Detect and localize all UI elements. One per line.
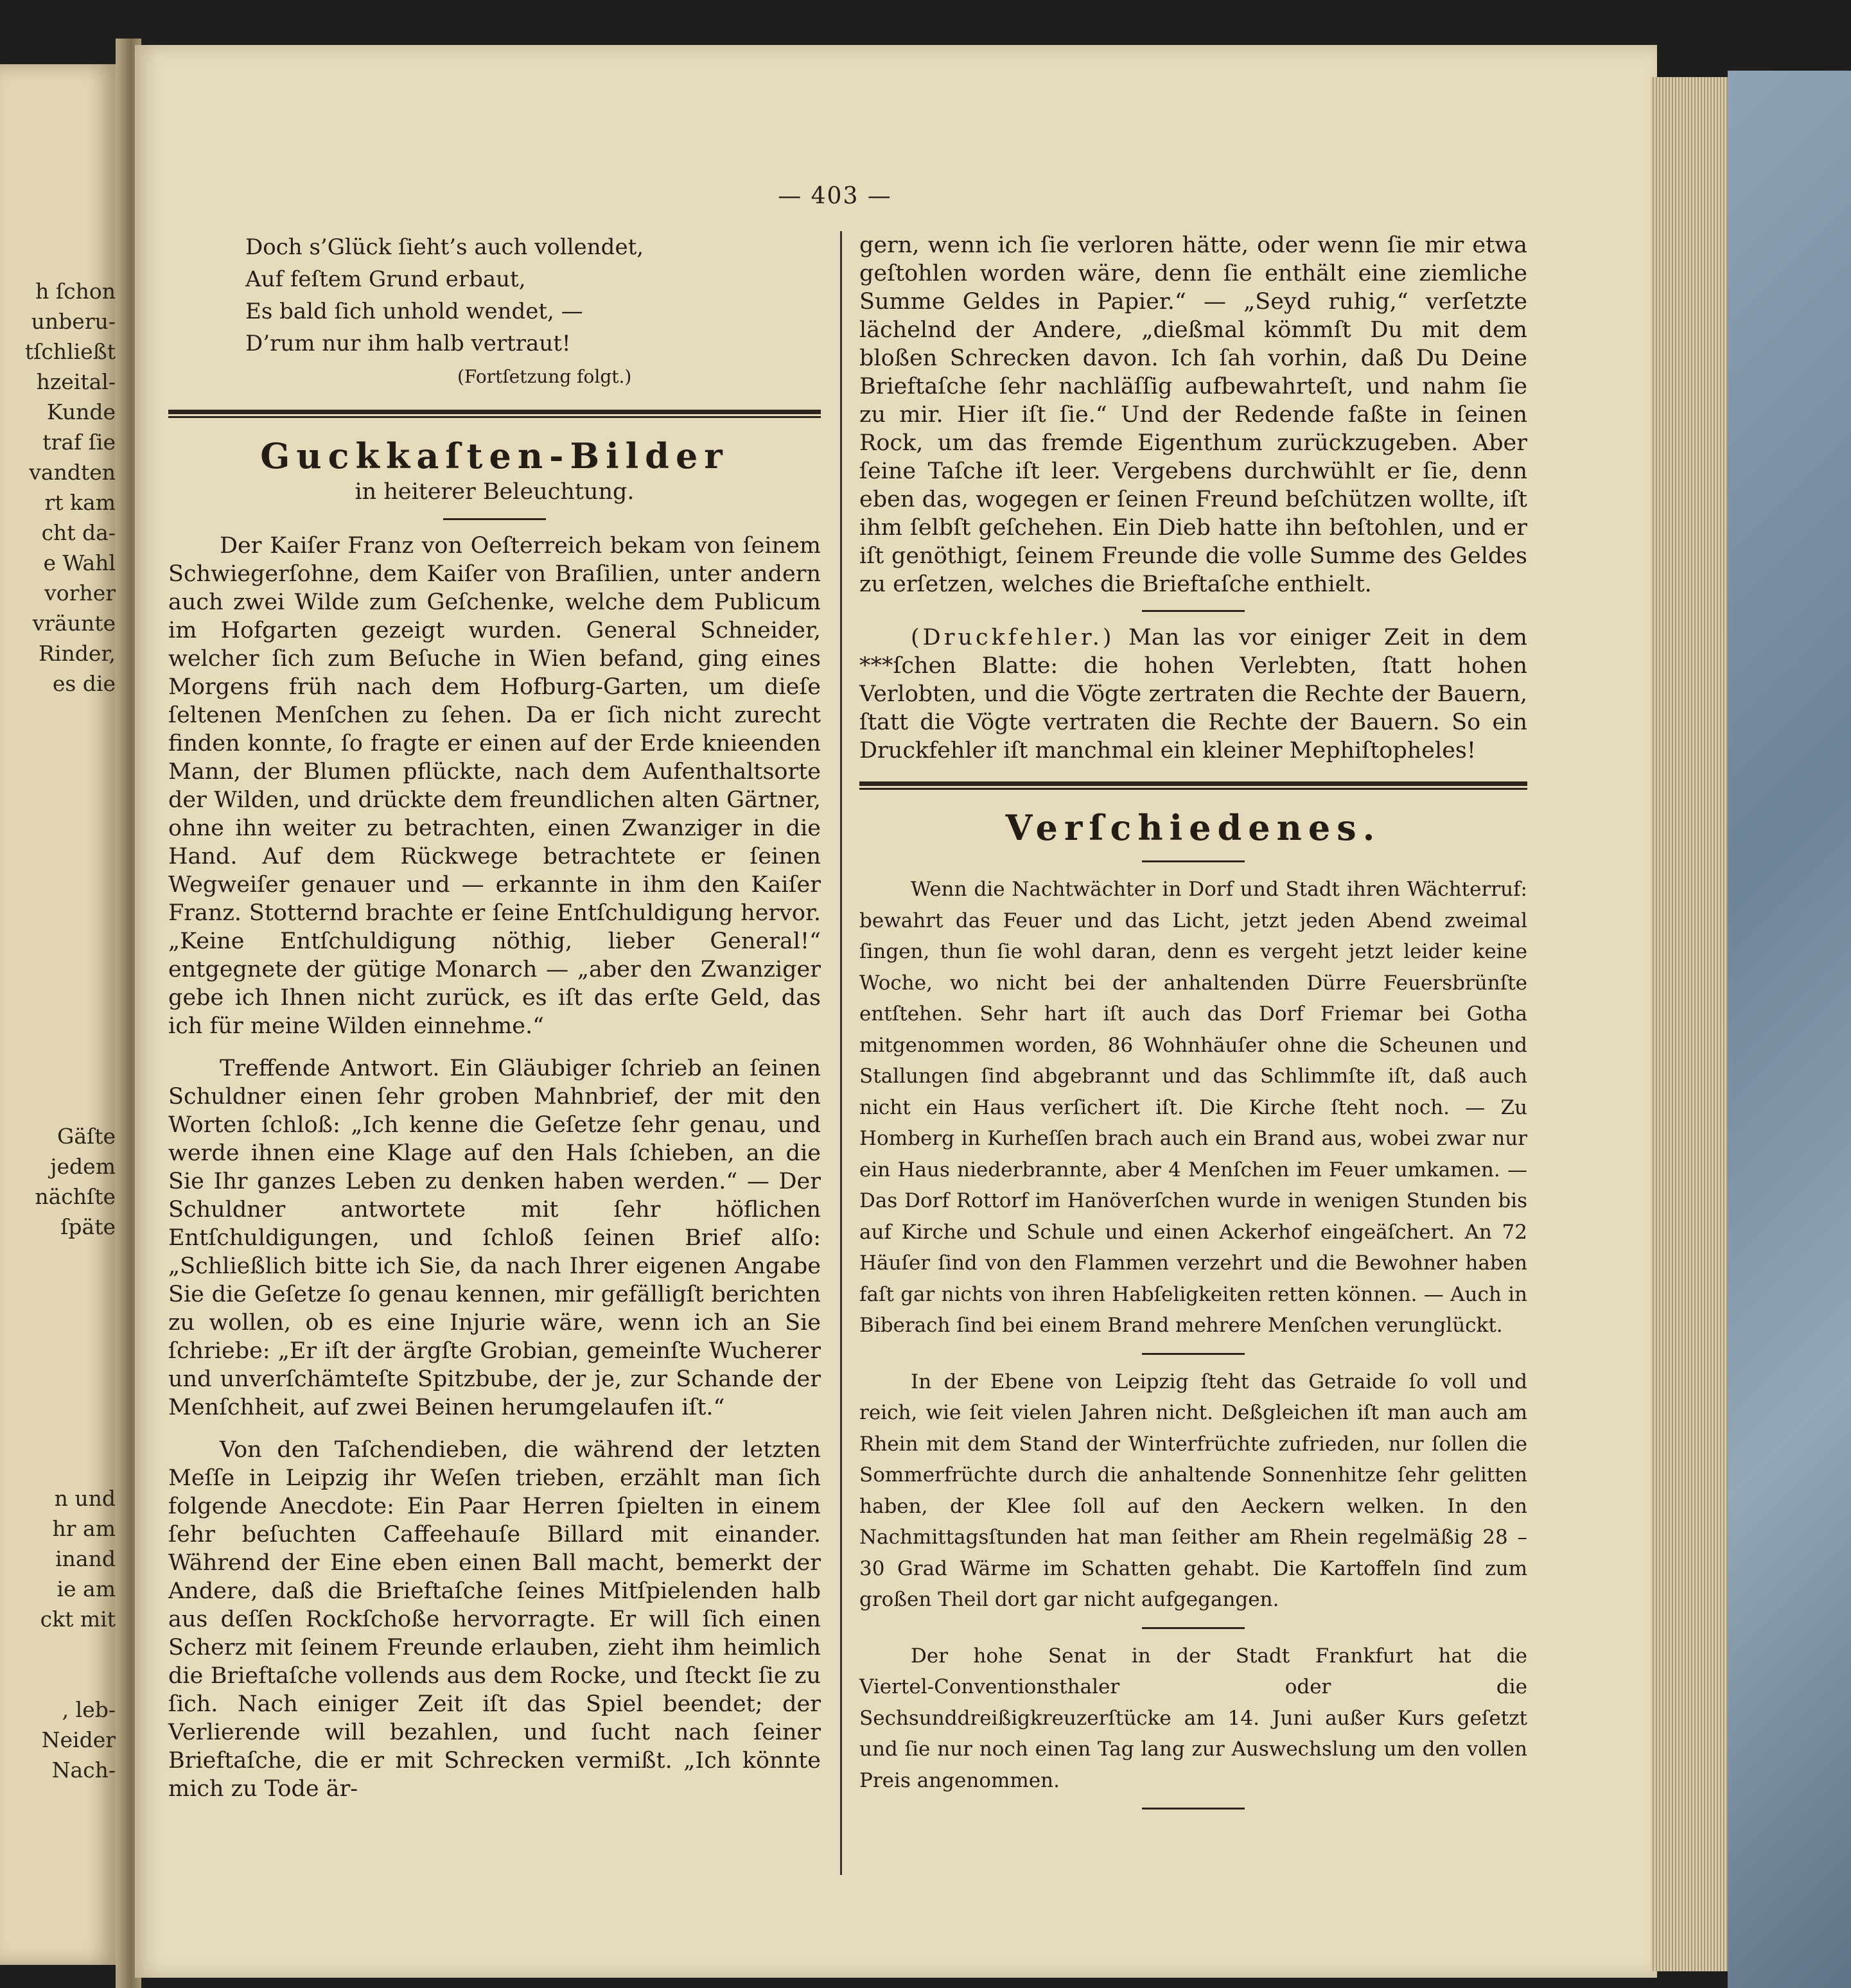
left-page-fragment: [19, 910, 116, 940]
article-paragraph: Der Kaiſer Franz von Oeſterreich bekam von ſeinem Schwiegerſohne, dem Kaiſer von Braſilien, unter andern auch zwei Wilde zum Geſchenke, welche dem Publicum im Hofgarten gezeigt wurden. General Schneider, welcher ſich zum Beſuche in Wien befand, ging eines Morgens früh nach dem Hofburg‑Garten, um dieſe ſeltenen Menſchen zu ſehen. Da er ſich nicht zurecht finden konnte, ſo fragte er einen auf der Erde knieenden Mann, der Blumen pflückte, nach dem Aufenthaltsorte der Wilden, und drückte dem freundlichen alten Gärtner, ohne ihn weiter zu betrachten, einen Zwanziger in die Hand. Auf dem Rückwege betrachtete er ſeinen Wegweiſer genauer und — erkannte in ihm den Kaiſer Franz. Stotternd brachte er ſeine Entſchuldigung hervor. „Keine Entſchuldigung nöthig, lieber General!“ entgegnete der gütige Monarch — „aber den Zwanziger gebe ich Ihnen nicht zurück, es iſt das erſte Geld, das ich für meine Wilden einnehme.“: [168, 533, 821, 1039]
left-page-fragment: nächſte: [35, 1184, 116, 1209]
left-page-fragment: ie am: [57, 1576, 116, 1601]
left-page-fragment: Nach‑: [51, 1757, 116, 1783]
left-page-fragment: unberu‑: [31, 309, 116, 334]
left-page-fragment: inand: [55, 1546, 116, 1571]
news-item: In der Ebene von Leipzig ſteht das Getraide ſo voll und reich, wie ſeit vielen Jahren nicht. Deßgleichen iſt man auch am Rhein mit dem Stand der Winterfrüchte zufrieden, nur ſollen die Sommerfrüchte durch die anhaltende Sonnenhitze ſehr gelitten haben, der Klee ſoll auf den Aeckern welken. In den Nachmittagsſtunden hat man ſeither am Rhein regelmäßig 28 – 30 Grad Wärme im Schatten gehabt. Die Kartoffeln ſind zum großen Theil dort gar nicht aufgegangen.: [859, 1370, 1527, 1611]
book-cover: [1728, 71, 1851, 1988]
left-page-fragment: traf ſie: [42, 430, 116, 455]
short-rule: [1142, 860, 1245, 862]
column-divider: [840, 231, 842, 1875]
poem-line: Auf feſtem Grund erbaut,: [245, 266, 526, 292]
poem: [168, 231, 821, 393]
left-page-fragment: [19, 1332, 116, 1363]
left-page-fragment: , leb‑: [62, 1697, 116, 1722]
left-page-fragment: jedem: [50, 1154, 116, 1179]
left-page-fragment: [19, 1393, 116, 1423]
article-paragraph: gern, wenn ich ſie verloren hätte, oder wenn ſie mir etwa geſtohlen worden wäre, denn ſie enthält eine ziemliche Summe Geldes in Papier.“ — „Seyd ruhig,“ verſetzte lächelnd der Andere, „dießmal kömmſt Du mit dem bloßen Schrecken davon. Ich ſah vorhin, daß Du Deine Brieftaſche ſehr nachläſſig aufbewahrteſt, und nahm ſie zu mir. Hier iſt ſie.“ Und der Redende faßte in ſeinen Rock, um das fremde Eigenthum zurückzugeben. Aber ſeine Taſche iſt leer. Vergebens durchwühlt er ſie, denn eben das, wogegen er ſeinen Freund beſchützen wollte, iſt ihm ſelbſt geſchehen. Ein Dieb hatte ihn beſtohlen, und er iſt genöthigt, ſeinem Freunde die volle Summe des Geldes zu erſetzen, welches die Brieftaſche enthielt.: [859, 232, 1527, 597]
left-page-fragment: Gäſte: [57, 1124, 116, 1149]
section-rule: [168, 410, 821, 418]
left-page-fragment: Rinder,: [39, 641, 116, 666]
left-page-fragment: e Wahl: [43, 550, 116, 575]
druckfehler-text: Man las vor einiger Zeit in dem ***ſchen Blatte: die hohen Verlebten, ſtatt hohen Verlobten, und die Vögte zertraten die Rechte der Bauern, ſtatt die Vögte vertraten die Rechte der Bauern. So ein Druckfehler iſt manchmal ein kleiner Mephiſtopheles!: [859, 625, 1527, 763]
article-title: Guckkaſten‑Bilder: [260, 435, 729, 476]
left-page-fragment: es die: [52, 671, 116, 696]
news-item: Wenn die Nachtwächter in Dorf und Stadt ihren Wächterruf: bewahrt das Feuer und das Licht, jetzt jeden Abend zweimal ſingen, thun ſie wohl daran, denn es vergeht jetzt leider keine Woche, wo nicht bei der anhaltenden Dürre Feuersbrünſte entſtehen. Sehr hart iſt auch das Dorf Friemar bei Gotha mitgenommen worden, 86 Wohnhäuſer ohne die Scheunen und Stallungen ſind abgebrannt und das Schlimmſte iſt, daß auch nicht ein Haus verſichert iſt. Die Kirche ſteht noch. — Zu Homberg in Kurheſſen brach auch ein Brand aus, wobei zwar nur ein Haus niederbrannte, aber 4 Menſchen im Feuer umkamen. — Das Dorf Rottorf im Hanöverſchen wurde in wenigen Stunden bis auf Kirche und Schule und einen Ackerhof eingeäſchert. An 72 Häuſer ſind von den Flammen verzehrt und die Bewohner haben faſt gar nichts von ihren Habſeligkeiten retten können. — Auch in Biberach ſind bei einem Brand mehrere Menſchen verunglückt.: [859, 878, 1527, 1337]
poem-line: Es bald ſich unhold wendet, —: [245, 299, 583, 324]
left-page-fragment: vräunte: [32, 611, 116, 636]
article-paragraph: Von den Taſchendieben, die während der letzten Meſſe in Leipzig ihr Weſen trieben, erzählt man ſich folgende Anecdote: Ein Paar Herren ſpielten in einem ſehr beſuchten Caffeehauſe Billard mit einander. Während der Eine eben einen Ball macht, bemerkt der Andere, daß die Brieftaſche ſeines Mitſpielenden halb aus deſſen Rockſchoße hervorragte. Er will ſich einen Scherz mit ſeinem Freunde erlauben, zieht ihm heimlich die Brieftaſche vollends aus dem Rocke, und ſteckt ſie zu ſich. Nach einiger Zeit iſt das Spiel beendet; der Verlierende will bezahlen, und ſucht nach ſeiner Brieftaſche, die er mit Schrecken vermißt. „Ich könnte mich zu Tode är‑: [168, 1437, 821, 1802]
left-page-fragment: Kunde: [46, 399, 116, 424]
left-page-fragment: [19, 940, 116, 970]
left-page-fragment: n und: [54, 1486, 116, 1511]
left-page-fragment: hzeital‑: [36, 369, 116, 394]
left-page-fragment: [19, 1363, 116, 1393]
left-page-fragment: [19, 1091, 116, 1121]
short-rule: [1142, 1808, 1245, 1809]
left-page-fragment: [19, 729, 116, 759]
left-page-fragment: [19, 1423, 116, 1453]
left-page-fragment: [19, 1302, 116, 1332]
left-page-fragment: cht da‑: [41, 520, 116, 545]
left-page-fragment: [19, 880, 116, 910]
left-page-fragment: ſpäte: [60, 1214, 116, 1239]
left-page-fragment: [19, 1242, 116, 1272]
left-page-fragment: [19, 1634, 116, 1664]
section-title: Verſchiedenes.: [1005, 807, 1382, 848]
left-page-fragment: [19, 1031, 116, 1061]
left-page-fragment: [19, 1453, 116, 1483]
left-page-fragment: h ſchon: [35, 279, 116, 304]
left-page-fragment: [19, 819, 116, 850]
right-column: [859, 231, 1527, 1821]
left-page-fragment: [19, 789, 116, 819]
page-edges: [1651, 77, 1728, 1971]
left-page-fragment: Neider: [41, 1727, 116, 1752]
short-rule: [443, 518, 546, 520]
left-page-fragment: [19, 1061, 116, 1091]
left-page-fragment: [19, 970, 116, 1000]
druckfehler-title: (Druckfehler.): [911, 625, 1115, 650]
short-rule: [1142, 1353, 1245, 1355]
left-page-fragment: hr am: [52, 1516, 116, 1541]
short-rule: [1142, 610, 1245, 612]
left-page-fragment: [19, 1664, 116, 1695]
news-item: Der hohe Senat in der Stadt Frankfurt hat die Viertel‑Conventionsthaler oder die Sechsunddreißigkreuzerſtücke am 14. Juni außer Kurs geſetzt und ſie nur noch einen Tag lang zur Auswechslung um den vollen Preis angenommen.: [859, 1644, 1527, 1792]
article-subtitle: in heiterer Beleuchtung.: [355, 479, 635, 505]
page-number: — 403 —: [778, 183, 892, 209]
left-page-fragment: [19, 699, 116, 729]
left-page-text-fragments: [19, 276, 116, 1785]
left-page-fragment: vorher: [44, 580, 116, 606]
section-rule: [859, 781, 1527, 790]
left-page-fragment: [19, 759, 116, 789]
left-page-fragment: [19, 1000, 116, 1031]
left-column: [168, 231, 821, 1803]
left-page-fragment: ckt mit: [40, 1607, 116, 1632]
short-rule: [1142, 1627, 1245, 1629]
left-page: [0, 64, 116, 1965]
article-paragraph: Treffende Antwort. Ein Gläubiger ſchrieb an ſeinen Schuldner einen ſehr groben Mahnbrief, der mit den Worten ſchloß: „Ich kenne die Geſetze ſehr genau, und werde ihnen eine Klage auf den Hals ſchieben, an die Sie Ihr ganzes Leben zu denken haben werden.“ — Der Schuldner antwortete mit ſehr höflichen Entſchuldigungen, und ſchloß ſeinen Brief alſo: „Schließlich bitte ich Sie, da nach Ihrer eigenen Angabe Sie die Geſetze ſo genau kennen, mir gefälligſt berichten zu wollen, ob es eine Injurie wäre, wenn ich an Sie ſchriebe: „Er iſt der ärgſte Grobian, gemeinſte Wucherer und unverſchämteſte Spitzbube, der je, zur Schande der Menſchheit, auf zwei Beinen herumgelaufen iſt.“: [168, 1056, 821, 1420]
left-page-fragment: [19, 850, 116, 880]
left-page-fragment: [19, 1272, 116, 1302]
continuation-note: (Fortſetzung folgt.): [457, 366, 632, 387]
poem-line: D’rum nur ihm halb vertraut!: [245, 331, 571, 356]
left-page-fragment: rt kam: [44, 490, 116, 515]
left-page-fragment: vandten: [29, 460, 116, 485]
left-page-fragment: tſchließt: [24, 339, 116, 364]
poem-line: Doch s’Glück ſieht’s auch vollendet,: [245, 234, 644, 260]
